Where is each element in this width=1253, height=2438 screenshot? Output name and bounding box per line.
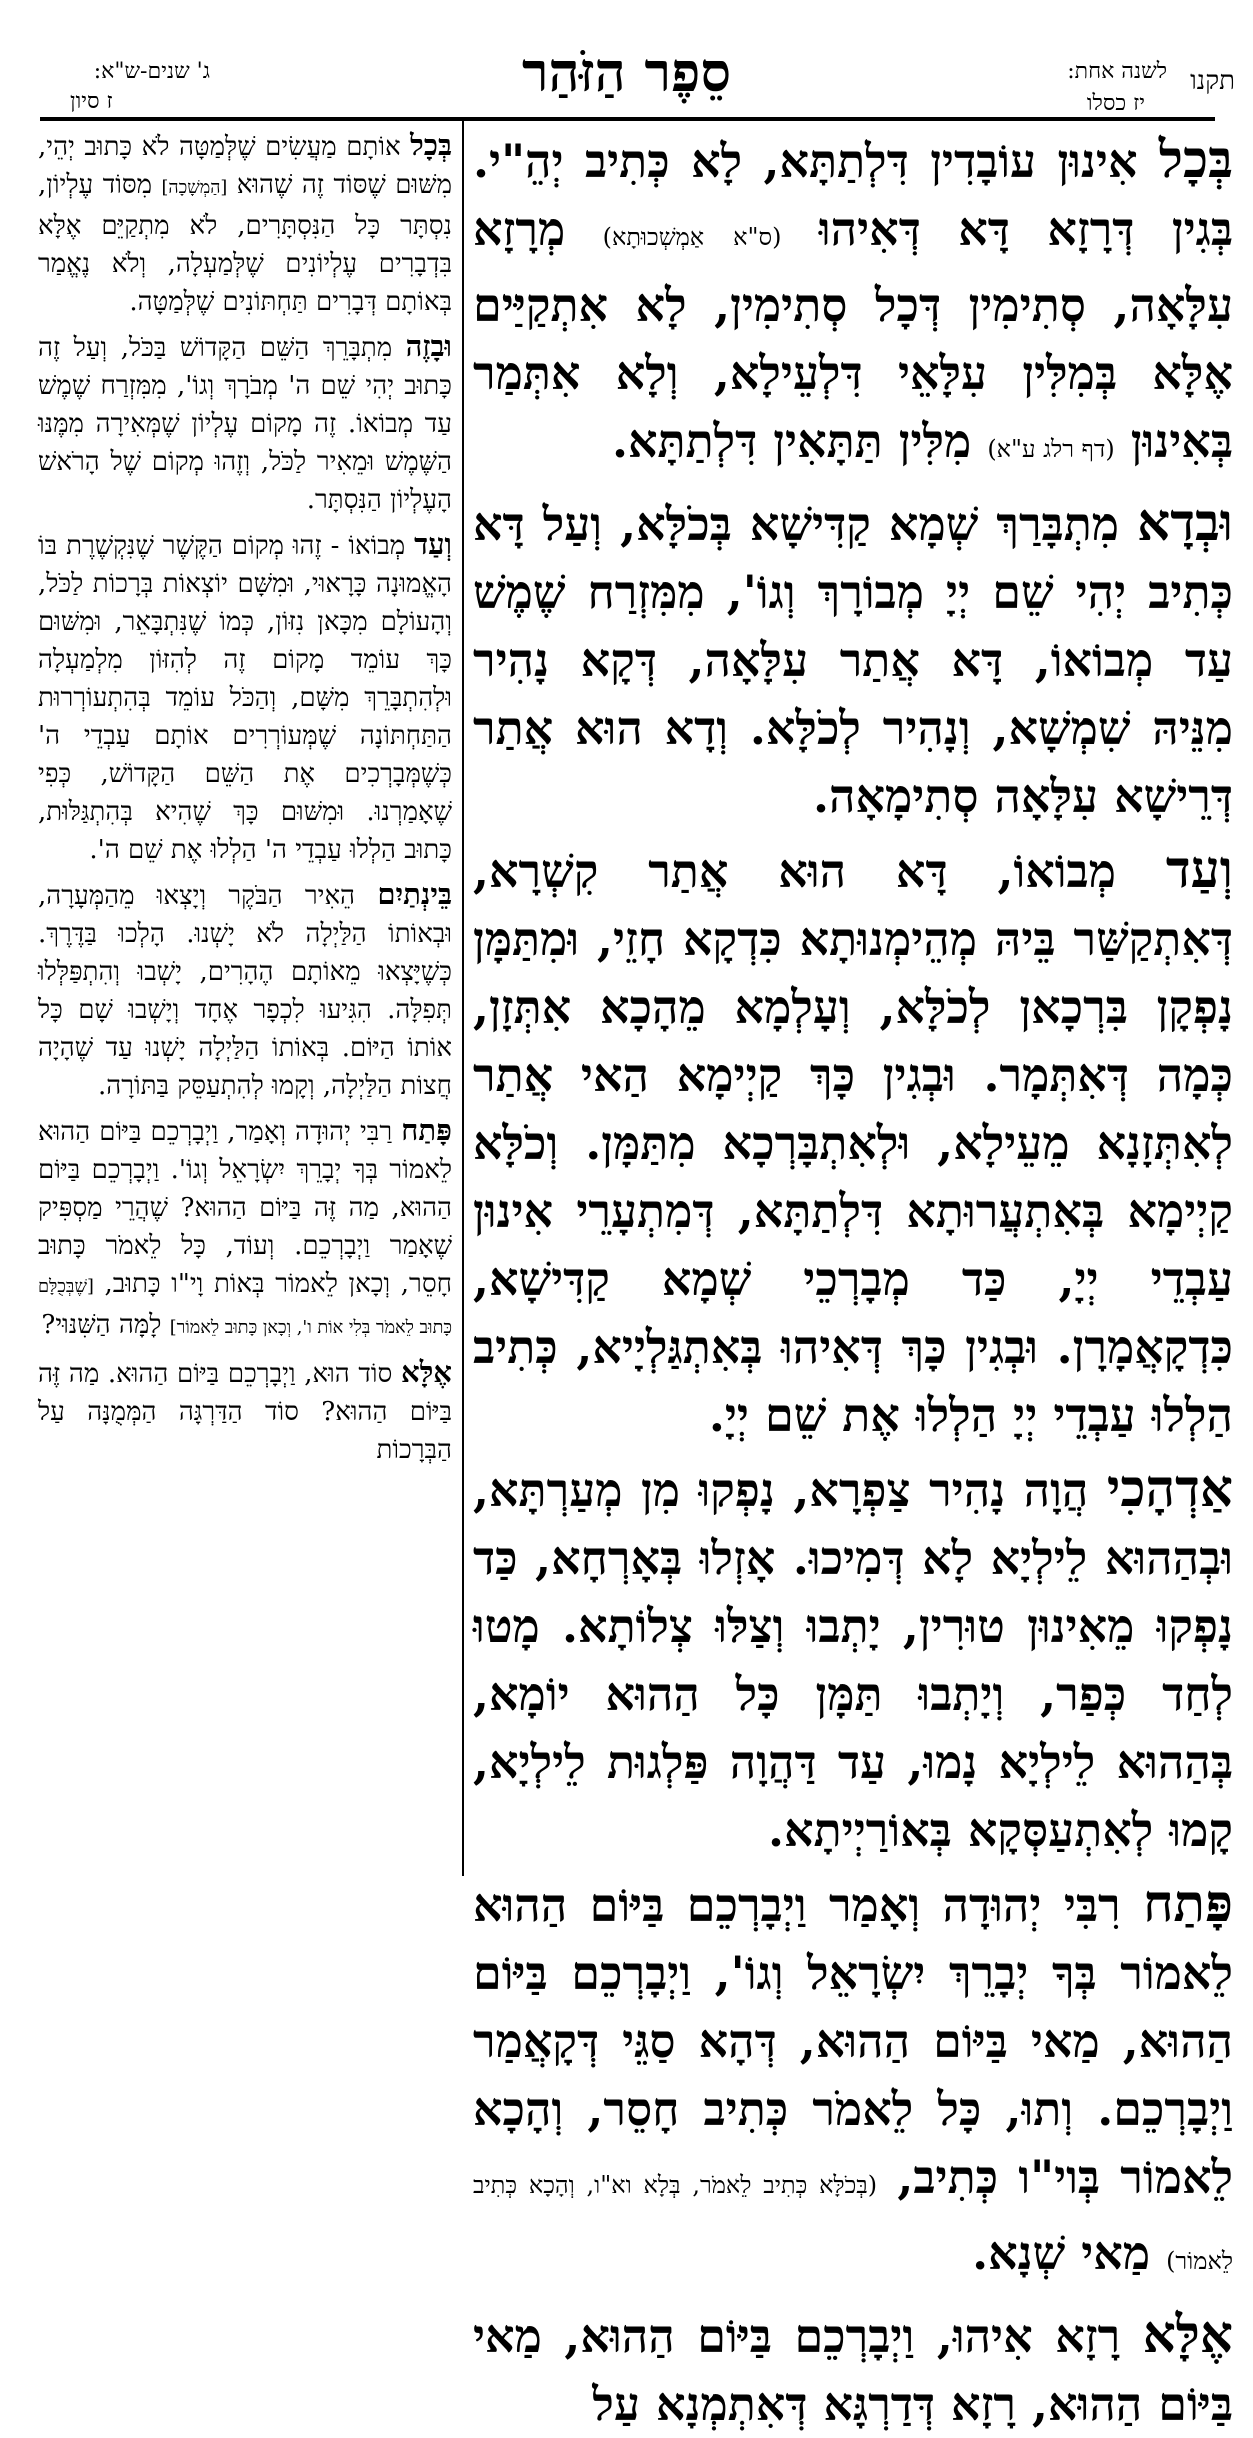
aramaic-paragraph: בְּכָל אִינוּן עוֹבָדִין דִּלְתַתָּא, לָא כְּתִיב יְהֵ"י. בְּגִין דְּרָזָא דָּא דְּאִיהוּ (ס"א אַמְשְׁכוּתָא) מְרָזָא עִלָּאָה, סְתִימִין דְּכָל סְתִימִין, לָא אִתְקַיַּים אֶלָּא בְּמִלִּין עִלָּאֵי דִּלְעֵילָא, וְלָא אִתְּמַר בְּאִינוּן (דף רלג ע"א) מִלִּין תַּתָּאִין דִּלְתַתָּא. xyxy=(473,130,1233,468)
aramaic-paragraph: וְעַד מְבוֹאוֹ, דָּא הוּא אֲתַר קִשְׁרָא, דְּאִתְקַשַּׁר בֵּיהּ מְהֵימְנוּתָא כִּדְקָא חָזֵי, וּמִתַּמָּן נָפְקָן בִּרְכָאן לְכֹלָּא, וְעָלְמָא מֵהָכָא אִתְּזָן, כְּמָה דְּאִתְּמָר. וּבְגִין כָּךְ קַיְימָא הַאי אֲתַר לְאִתְּזָנָא מֵעֵילָא, וּלְאִתְבָּרְכָא מִתַּמָּן. וְכֹלָּא קַיְימָא בְּאִתְעֲרוּתָא דִּלְתַתָּא, דְּמִתְעָרֵי אִינוּן עַבְדֵי יְיָ, כַּד מְבָרְכֵי שְׁמָא קַדִּישָׁא, כִּדְקָאֲמָרָן. וּבְגִין כָּךְ דְּאִיהוּ בְּאִתְגַּלְיָיא, כְּתִיב הַלְלוּ עַבְדֵי יְיָ הַלְלוּ אֶת שֵׁם יְיָ. xyxy=(473,840,1233,1442)
header-left xyxy=(70,58,210,114)
page-header xyxy=(0,0,1253,120)
date-right: יז כסלו xyxy=(1086,91,1145,116)
aramaic-paragraph: אֶלָּא רָזָא אִיהוּ, וַיְבָרְכֵם בַּיּוֹם הַהוּא, מַאי בַּיּוֹם הַהוּא, רָזָא דְּדַרְגָּא דְּאִתְמְנָא עַל xyxy=(473,2305,1233,2431)
page-title: סֵפֶר הַזֹּהַר xyxy=(521,40,732,104)
hebrew-paragraph: אֶלָּא סוֹד הוּא, וַיְבָרְכֵם בַּיּוֹם הַהוּא. מַה זֶּה בַּיּוֹם הַהוּא? סוֹד הַדַּרְגָּה הַמְּמֻנָּה עַל הַבְּרָכוֹת xyxy=(38,1355,452,1465)
hebrew-paragraph: וּבָזֶה מִתְבָּרֵךְ הַשֵּׁם הַקָּדוֹשׁ בַּכֹּל, וְעַל זֶה כָּתוּב יְהִי שֵׁם ה' מְבֹרָךְ וְגוֹ', מִמִּזְרַח שֶׁמֶשׁ עַד מְבוֹאוֹ. זֶה מָקוֹם עֶלְיוֹן שֶׁמְּאִירָה מִמֶּנּוּ הַשֶּׁמֶשׁ וּמֵאִיר לַכֹּל, וְזֶהוּ מְקוֹם שֶׁל הָרֹאשׁ הָעֶלְיוֹן הַנִּסְתָּר. xyxy=(38,329,452,515)
hebrew-paragraph: בֵּינְתַיִם הֵאִיר הַבֹּקֶר וְיָצְאוּ מֵהַמְּעָרָה, וּבְאוֹתוֹ הַלַּיְלָה לֹא יָשְׁנוּ. הָלְכוּ בַּדֶּרֶךְ. כְּשֶׁיָּצְאוּ מֵאוֹתָם הֶהָרִים, יָשְׁבוּ וְהִתְפַּלְּלוּ תְּפִלָּה. הִגִּיעוּ לִכְפָר אֶחָד וְיָשְׁבוּ שָׁם כָּל אוֹתוֹ הַיּוֹם. בְּאוֹתוֹ הַלַּיְלָה יָשְׁנוּ עַד שֶׁהָיָה חֲצוֹת הַלַּיְלָה, וְקָמוּ לְהִתְעַסֵּק בַּתּוֹרָה. xyxy=(38,877,452,1101)
column-divider xyxy=(462,121,464,1876)
hebrew-column xyxy=(38,126,452,1876)
date-left: ז סיון xyxy=(70,89,113,114)
header-rule xyxy=(40,117,1215,121)
aramaic-paragraph: אַדְהָכִי הֲוָה נָהִיר צַפְרָא, נָפְקוּ מִן מְעַרְתָּא, וּבְהַהוּא לֵילְיָא לָא דְּמִיכוּ. אָזְלוּ בְּאָרְחָא, כַּד נָפְקוּ מֵאִינוּן טוּרִין, יָתְבוּ וְצַלּוּ צְלוֹתָא. מָטוּ לְחַד כְּפַר, וְיָתְבוּ תַּמָּן כָּל הַהוּא יוֹמָא, בְּהַהוּא לֵילְיָא נָמוּ, עַד דַּהֲוָה פַּלְגוּת לֵילְיָא, קָמוּ לְאִתְעַסְּקָא בְּאוֹרַיְיתָא. xyxy=(473,1459,1233,1857)
one-year-label: לשנה אחת: xyxy=(1067,59,1167,84)
aramaic-column xyxy=(473,126,1233,2431)
hebrew-paragraph: בְּכָל אוֹתָם מַעֲשִׂים שֶׁלְּמַטָּה לֹא כָּתוּב יְהֵי, מִשּׁוּם שֶׁסּוֹד זֶה שֶׁהוּא [הַמְשָׁכָה] מִסּוֹד עֶלְיוֹן, נִסְתָּר כָּל הַנִּסְתָּרִים, לֹא מִתְקַיֵּם אֶלָּא בִּדְבָרִים עֶלְיוֹנִים שֶׁלְּמַעְלָה, וְלֹא נֶאֱמַר בְּאוֹתָם דְּבָרִים תַּחְתּוֹנִים שֶׁלְּמַטָּה. xyxy=(38,128,452,317)
aramaic-paragraph: פָּתַח רִבִּי יְהוּדָה וְאָמַר וַיְבָרְכֵם בַּיּוֹם הַהוּא לֵאמוֹר בְּךָ יְבָרֵךְ יִשְׂרָאֵל וְגוֹ', וַיְבָרְכֵם בַּיּוֹם הַהוּא, מַאי בַּיּוֹם הַהוּא, דְּהָא סַגֵּי דְּקָאֲמַר וַיְבָרְכֵם. וְתוּ, כָּל לֵאמֹר כְּתִיב חָסֵר, וְהָכָא לֵאמוֹר בְּוי"ו כְּתִיב, (בְּכֹלָּא כְּתִיב לֵאמֹר, בְּלָא וא"ו, וְהָכָא כְּתִיב לֵאמוֹר) מַאי שְׁנָא. xyxy=(473,1874,1233,2280)
hebrew-paragraph: וְעַד מְבוֹאוֹ - זֶהוּ מְקוֹם הַקֶּשֶׁר שֶׁנִּקְשֶׁרֶת בּוֹ הָאֱמוּנָה כָּרָאוּי, וּמִשָּׁם יוֹצְאוֹת בְּרָכוֹת לַכֹּל, וְהָעוֹלָם מִכָּאן נִזּוֹן, כְּמוֹ שֶׁנִּתְבָּאֵר, וּמִשּׁוּם כָּךְ עוֹמֵד מָקוֹם זֶה לְהִזּוֹן מִלְמַעְלָה וּלְהִתְבָּרֵךְ מִשָּׁם, וְהַכֹּל עוֹמֵד בְּהִתְעוֹרְרוּת הַתַּחְתּוֹנָה שֶׁמְּעוֹרְרִים אוֹתָם עַבְדֵי ה' כְּשֶׁמְּבָרְכִים אֶת הַשֵּׁם הַקָּדוֹשׁ, כְּפִי שֶׁאָמַרְנוּ. וּמִשּׁוּם כָּךְ שֶׁהִיא בְּהִתְגַּלּוּת, כָּתוּב הַלְלוּ עַבְדֵי ה' הַלְלוּ אֶת שֵׁם ה'. xyxy=(38,527,452,865)
hebrew-paragraph: פָּתַח רַבִּי יְהוּדָה וְאָמַר, וַיְבָרְכֵם בַּיּוֹם הַהוּא לֵאמוֹר בְּךָ יְבָרֵךְ יִשְׂרָאֵל וְגוֹ'. וַיְבָרְכֵם בַּיּוֹם הַהוּא, מַה זֶּה בַּיּוֹם הַהוּא? שֶׁהֲרֵי מַסְפִּיק שֶׁאָמַר וַיְבָרְכֵם. וְעוֹד, כָּל לֵאמֹר כָּתוּב חָסֵר, וְכָאן לֵאמוֹר בְּאוֹת וָי"ו כָּתוּב, [שֶׁבְּכֻלָּם כָּתוּב לֵאמֹר בְּלִי אוֹת ו', וְכָאן כָּתוּב לֵאמוֹר] לָמָּה הַשִּׁנּוּי? xyxy=(38,1113,452,1340)
aramaic-paragraph: וּבְדָא מִתְבָּרַךְ שְׁמָא קַדִּישָׁא בְּכֹלָּא, וְעַל דָּא כְּתִיב יְהִי שֵׁם יְיָ מְבוֹרָךְ וְגוֹ', מִמִּזְרַח שֶׁמֶשׁ עַד מְבוֹאוֹ, דָּא אֲתַר עִלָּאָה, דְּקָא נָהִיר מִנֵּיהּ שִׁמְשָׁא, וְנָהִיר לְכֹלָּא. וְדָא הוּא אֲתַר דְּרֵישָׁא עִלָּאָה סְתִימָאָה. xyxy=(473,493,1233,823)
three-years-label: ג' שנים-ש"א: xyxy=(93,59,210,84)
tikkun-label: תקנו xyxy=(1190,66,1235,96)
